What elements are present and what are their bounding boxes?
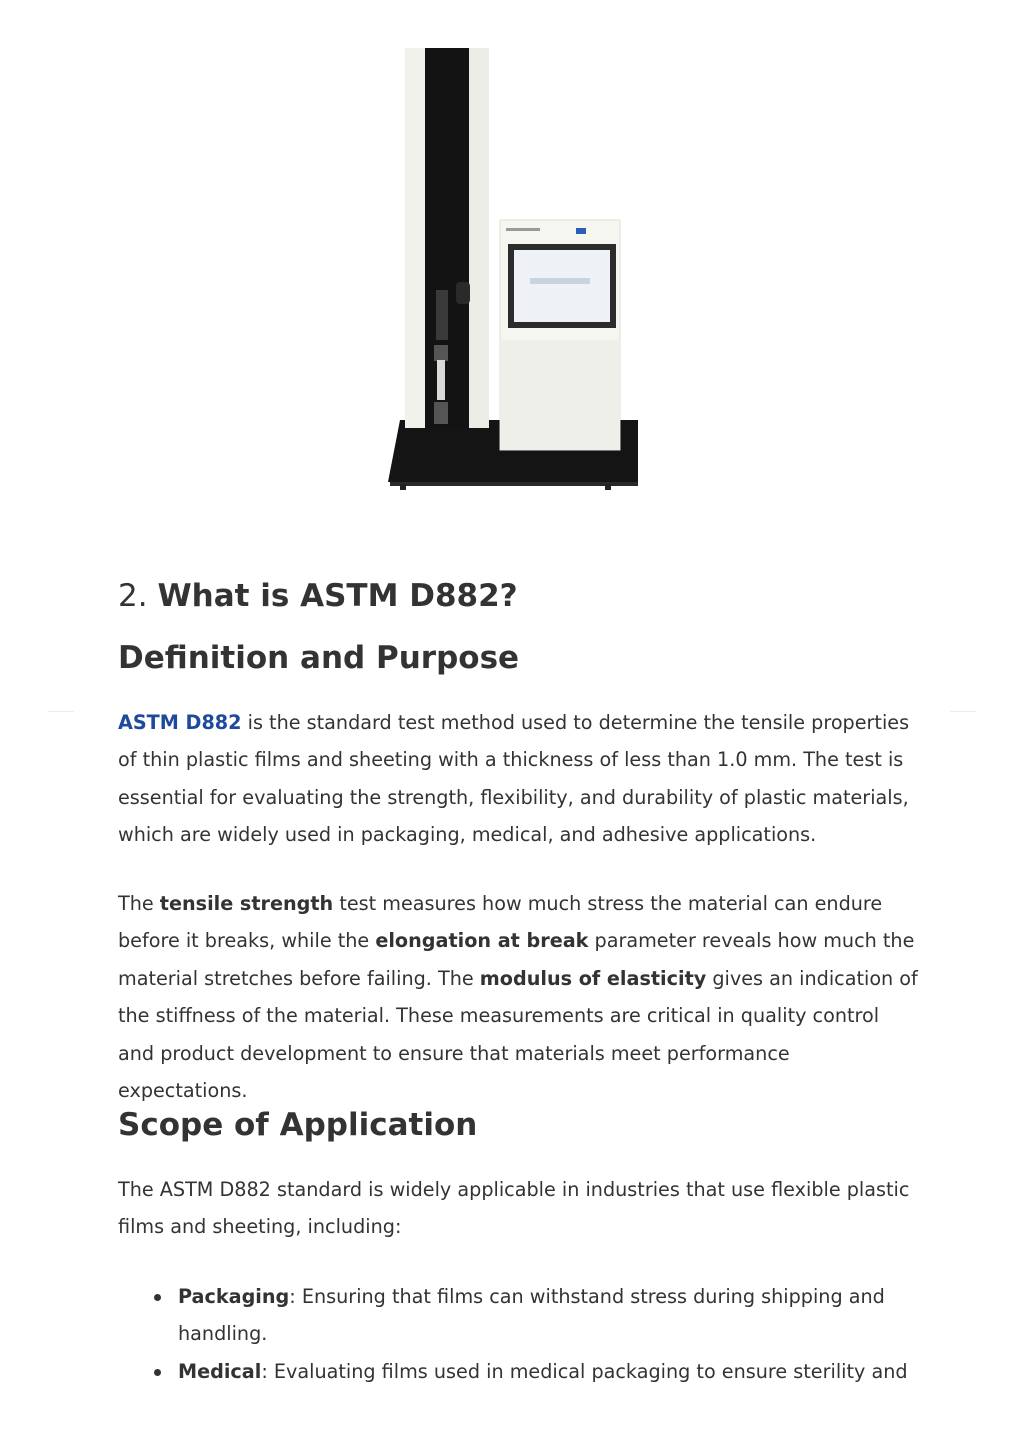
- list-item-text: : Evaluating films used in medical packaging to ensure sterility and: [261, 1359, 908, 1383]
- tensile-tester-illustration: [380, 40, 650, 500]
- section-number: 2.: [118, 578, 148, 614]
- p2-text-c: test measures how much stress the material can endure before it breaks, while the: [118, 892, 883, 953]
- list-item-text: : Ensuring that films can withstand stress during shipping and handling.: [178, 1285, 885, 1346]
- bullet-icon: [154, 1369, 161, 1376]
- scope-intro: The ASTM D882 standard is widely applicable in industries that use flexible plastic films and sheeting, including:: [118, 1178, 910, 1239]
- definition-paragraph-1: [118, 704, 918, 854]
- p2-text-a: The: [118, 892, 160, 915]
- bullet-icon: [154, 1294, 161, 1301]
- definition-heading: Definition and Purpose: [118, 640, 520, 676]
- term-modulus-of-elasticity: modulus of elasticity: [479, 966, 707, 990]
- left-divider: [48, 711, 74, 712]
- list-item: [178, 1353, 918, 1390]
- section-title: What is ASTM D882?: [157, 578, 518, 614]
- scope-heading: Scope of Application: [118, 1107, 478, 1143]
- lower-grip: [434, 402, 448, 424]
- tensile-tester-image: [380, 40, 650, 500]
- column-left-panel: [405, 48, 425, 428]
- list-item-term: Medical: [178, 1359, 262, 1383]
- term-tensile-strength: tensile strength: [159, 892, 334, 915]
- definition-p1-text: is the standard test method used to determine the tensile properties of thin plastic films and sheeting with a thickness of less than 1.0 mm. The test is essential for evaluating the strength, flexibility, and durability of plastic materials, which are widely used in packaging, medical, and adhesive applications.: [118, 711, 910, 847]
- p2-text-d: parameter reveals how much the material stretches before failing. The: [118, 929, 915, 990]
- definition-paragraph-2: [118, 885, 918, 1109]
- astm-d882-link[interactable]: ASTM D882: [118, 711, 242, 734]
- term-elongation-at-break: elongation at break: [375, 929, 589, 953]
- specimen: [437, 360, 445, 400]
- list-item: [178, 1278, 918, 1353]
- column-right-panel: [469, 48, 489, 428]
- column-center: [425, 48, 469, 428]
- p2-text-e: gives an indication of the stiffness of the material. These measurements are critical in quality control and product development to ensure that materials meet performance expectations.: [118, 966, 918, 1103]
- scope-list: [178, 1278, 918, 1390]
- upper-grip: [436, 290, 448, 340]
- right-divider: [950, 711, 976, 712]
- touch-screen: [514, 250, 610, 322]
- list-item-term: Packaging: [178, 1285, 290, 1308]
- section-heading: [118, 578, 518, 614]
